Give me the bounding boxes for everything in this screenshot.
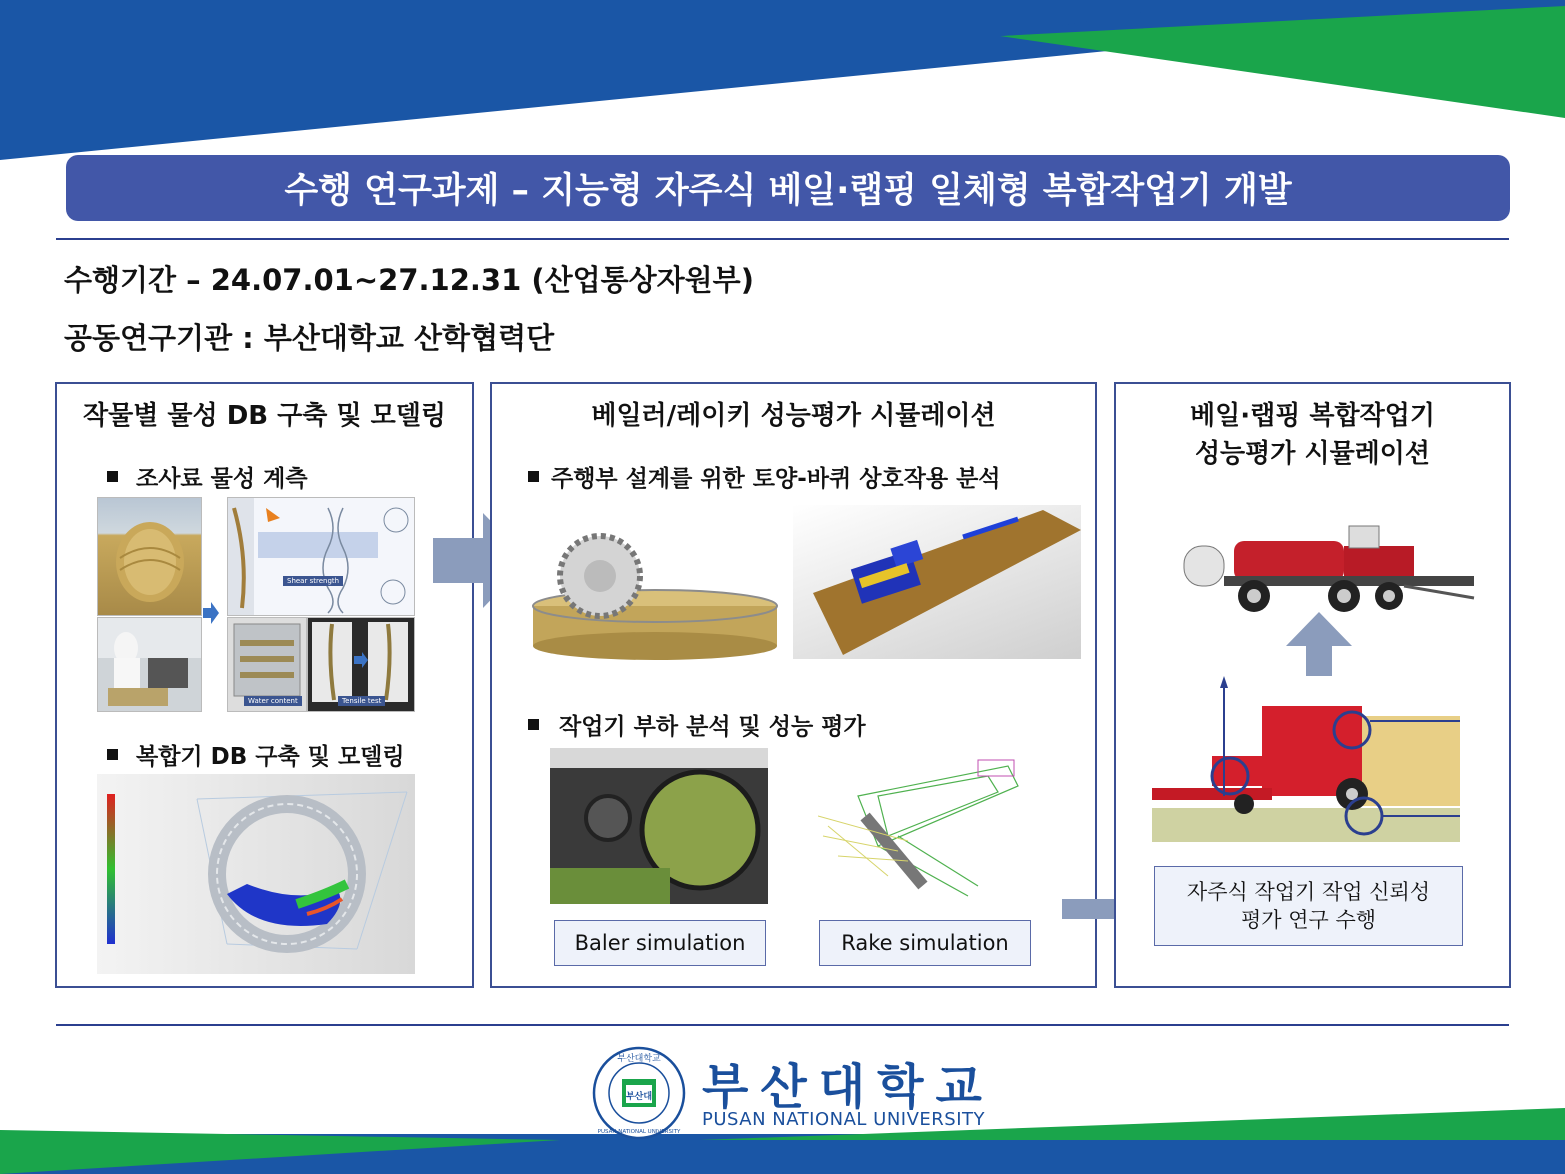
caption-reliability-line1: 자주식 작업기 작업 신뢰성 [1186,880,1431,904]
panel-title-combine-line1: 베일·랩핑 복합작업기 [1190,401,1435,431]
university-name-en: PUSAN NATIONAL UNIVERSITY [702,1109,986,1130]
panel-property-db [55,382,474,988]
lab-measurement-photo [97,617,202,712]
wheel-soil-sim-image [530,524,780,664]
caption-reliability-line2: 평가 연구 수행 [1240,908,1377,932]
shear-strength-diagram [227,497,415,616]
bullet-marker [107,749,118,760]
soil-bin-machine-image [793,505,1081,659]
tensile-test-photo [307,617,415,712]
baler-analysis-image [1152,676,1460,842]
seal-top-text: 부산대학교 [617,1054,661,1064]
project-period: 수행기간 – 24.07.01~27.12.31 (산업통상자원부) [64,263,754,297]
bullet-marker [528,471,539,482]
top-banner [0,0,1565,160]
bullet-soil-wheel [528,460,1001,493]
rake-sim-image [818,756,1022,904]
bullet-marker [107,471,118,482]
caption-reliability-study [1154,866,1463,946]
panel-baler-rake-sim [490,382,1097,988]
self-propelled-machine-image [1164,516,1478,626]
seal-bottom-text: PUSAN NATIONAL UNIVERSITY [597,1129,681,1135]
bullet-load-analysis [528,708,866,741]
partner-institution: 공동연구기관 : 부산대학교 산학협력단 [64,321,555,355]
bullet-forage-measurement [107,460,308,493]
water-content-label: Water content [244,696,302,706]
university-name-kr: 부산대학교 [702,1059,994,1115]
bullet-text: 작업기 부하 분석 및 성능 평가 [559,714,866,740]
baler-sim-image [550,748,768,904]
hay-bale-photo [97,497,202,616]
bullet-text: 주행부 설계를 위한 토양-바퀴 상호작용 분석 [551,466,1001,492]
water-content-photo [227,617,307,712]
divider-top [56,238,1509,240]
shear-strength-label: Shear strength [283,576,343,586]
page-title: 수행 연구과제 – 지능형 자주식 베일·랩핑 일체형 복합작업기 개발 [66,155,1510,221]
arrow-right-icon [203,602,219,624]
dem-simulation-image [97,774,415,974]
divider-bottom [56,1024,1509,1026]
panel-title-baler-rake: 베일러/레이키 성능평가 시뮬레이션 [591,401,996,431]
bullet-text: 조사료 물성 계측 [136,466,308,492]
seal-center-text: 부산대 [625,1092,653,1102]
bullet-combine-db [107,738,405,771]
university-seal-icon [588,1045,690,1141]
panel-title-property-db: 작물별 물성 DB 구축 및 모델링 [83,401,446,431]
tensile-test-label: Tensile test [338,696,385,706]
panel-combine-sim [1114,382,1511,988]
caption-rake-simulation: Rake simulation [819,920,1031,966]
bullet-marker [528,719,539,730]
bullet-text: 복합기 DB 구축 및 모델링 [136,744,405,770]
caption-baler-simulation: Baler simulation [554,920,766,966]
panel-title-combine-line2: 성능평가 시뮬레이션 [1194,439,1431,469]
